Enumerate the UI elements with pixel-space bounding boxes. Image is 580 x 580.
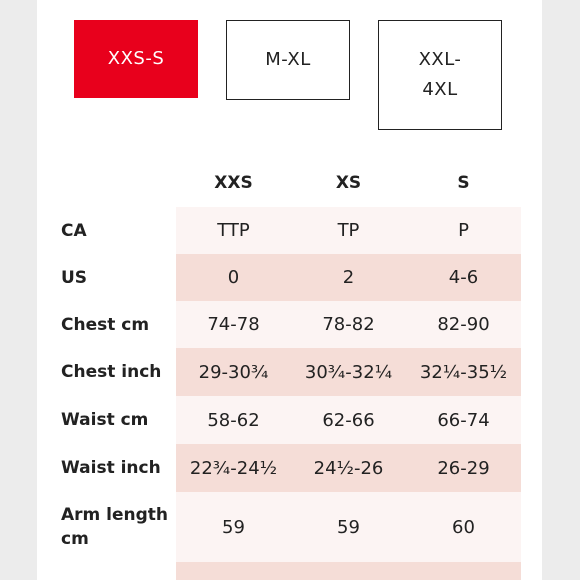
- table-cell: 4-6: [448, 267, 479, 288]
- table-cell: 59: [337, 516, 360, 538]
- size-tab-label: XXS-S: [107, 48, 165, 69]
- table-cell: 30¾-32¼: [304, 361, 393, 383]
- column-header-xxs: XXS: [214, 173, 253, 193]
- table-cell: 24½-26: [313, 457, 384, 479]
- row-label-ca: CA: [61, 220, 87, 241]
- row-label-chest-cm: Chest cm: [61, 314, 150, 335]
- table-cell: 82-90: [437, 314, 490, 335]
- table-cell: P: [458, 220, 469, 241]
- table-cell: 0: [227, 267, 240, 288]
- row-label-arm-length-cm: Arm length cm: [61, 505, 169, 549]
- row-label-waist-cm: Waist cm: [61, 410, 149, 430]
- table-cell: 22¾-24½: [189, 457, 278, 479]
- table-cell: 62-66: [322, 409, 375, 431]
- table-cell: 78-82: [322, 314, 375, 335]
- table-cell: 66-74: [437, 409, 490, 431]
- size-tab-label: XXL- 4XL: [418, 49, 462, 100]
- row-background: [176, 562, 521, 580]
- table-cell: 32¼-35½: [419, 361, 508, 383]
- row-label-chest-inch: Chest inch: [61, 362, 162, 382]
- table-cell: 26-29: [437, 457, 490, 479]
- table-cell: 29-30¾: [198, 361, 269, 383]
- size-tab-m-xl[interactable]: [226, 20, 350, 100]
- table-cell: 2: [342, 267, 355, 288]
- table-cell: TP: [337, 220, 360, 241]
- row-label-waist-inch: Waist inch: [61, 458, 161, 478]
- size-tab-xxl-4xl[interactable]: [378, 20, 502, 130]
- table-cell: 59: [222, 516, 245, 538]
- row-label-us: US: [61, 267, 88, 288]
- table-cell: 74-78: [207, 314, 260, 335]
- column-header-s: S: [457, 173, 470, 193]
- table-cell: TTP: [217, 220, 250, 241]
- size-tab-label: M-XL: [265, 49, 311, 70]
- column-header-xs: XS: [335, 173, 362, 193]
- table-cell: 60: [452, 516, 475, 538]
- size-tab-xxs-s[interactable]: [74, 20, 198, 98]
- table-cell: 58-62: [207, 409, 260, 431]
